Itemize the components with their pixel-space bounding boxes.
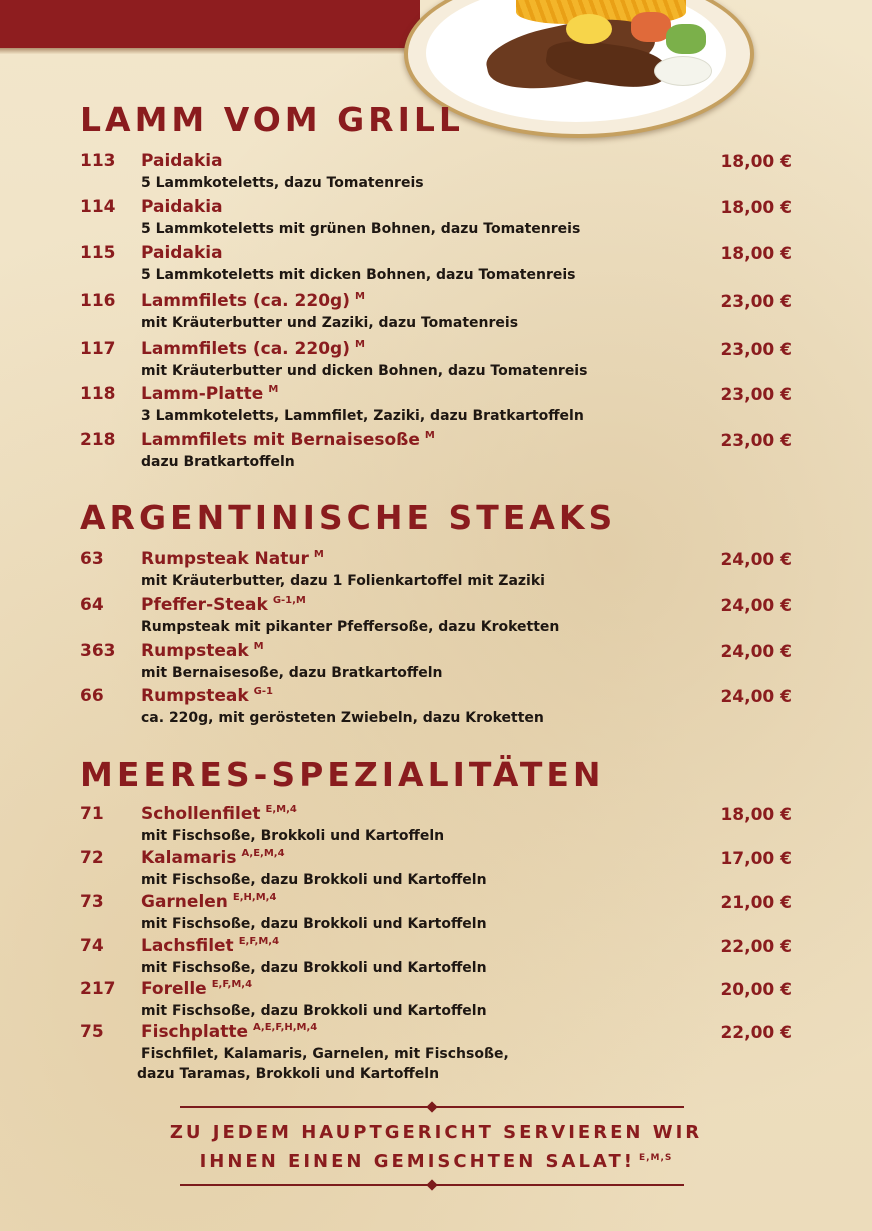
item-name-text: Lamm-Platte <box>141 384 264 404</box>
item-name <box>141 892 276 912</box>
item-name-text: Lachsfilet <box>141 936 234 956</box>
menu-item <box>0 243 872 289</box>
footer-allergens: E,M,S <box>638 1153 673 1163</box>
item-description-line2: dazu Taramas, Brokkoli und Kartoffeln <box>137 1066 440 1082</box>
item-description: 3 Lammkoteletts, Lammfilet, Zaziki, dazu Bratkartoffeln <box>141 408 584 424</box>
item-name-text: Schollenfilet <box>141 804 261 824</box>
item-allergens: A,E,M,4 <box>241 848 285 860</box>
item-description: mit Fischsoße, dazu Brokkoli und Kartoffeln <box>141 1003 487 1019</box>
item-description: mit Fischsoße, dazu Brokkoli und Kartoffeln <box>141 916 487 932</box>
item-name <box>141 848 285 868</box>
item-number: 71 <box>80 804 104 824</box>
item-name-text: Lammfilets (ca. 220g) <box>141 291 350 311</box>
menu-item <box>0 936 872 982</box>
item-name-text: Kalamaris <box>141 848 237 868</box>
item-name-text: Forelle <box>141 979 207 999</box>
menu-item <box>0 595 872 641</box>
item-name-text: Rumpsteak <box>141 641 249 661</box>
item-allergens: E,F,M,4 <box>211 979 253 991</box>
item-description: mit Fischsoße, dazu Brokkoli und Kartoffeln <box>141 872 487 888</box>
item-number: 218 <box>80 430 116 450</box>
item-price: 23,00 € <box>720 292 792 312</box>
divider-diamond-bottom <box>426 1179 437 1190</box>
footer-salad-note-line1: ZU JEDEM HAUPTGERICHT SERVIEREN WIR <box>169 1122 703 1143</box>
item-number: 115 <box>80 243 116 263</box>
footer-salad-note-line2 <box>0 1151 872 1172</box>
menu-item <box>0 197 872 243</box>
item-name-text: Garnelen <box>141 892 228 912</box>
item-description: Fischfilet, Kalamaris, Garnelen, mit Fischsoße, <box>141 1046 509 1062</box>
item-price: 17,00 € <box>720 849 792 869</box>
lemon-graphic <box>566 14 612 44</box>
item-name <box>141 595 306 615</box>
tzatziki-graphic <box>654 56 712 86</box>
item-name <box>141 1022 317 1042</box>
item-allergens: E,M,4 <box>265 804 297 816</box>
item-allergens: G-1,M <box>272 595 306 607</box>
item-description: mit Fischsoße, dazu Brokkoli und Kartoffeln <box>141 960 487 976</box>
item-description: ca. 220g, mit gerösteten Zwiebeln, dazu Kroketten <box>141 710 544 726</box>
item-name <box>141 549 324 569</box>
item-number: 72 <box>80 848 104 868</box>
item-name <box>141 936 279 956</box>
item-name <box>141 197 228 217</box>
item-price: 18,00 € <box>720 152 792 172</box>
item-number: 75 <box>80 1022 104 1042</box>
menu-item <box>0 848 872 894</box>
item-allergens: M <box>268 384 279 396</box>
item-name <box>141 641 264 661</box>
menu-item <box>0 804 872 850</box>
item-name <box>141 384 278 404</box>
item-description: mit Fischsoße, Brokkoli und Kartoffeln <box>141 828 445 844</box>
menu-item <box>0 979 872 1025</box>
item-price: 22,00 € <box>720 1023 792 1043</box>
plate-inner <box>426 0 726 122</box>
item-number: 66 <box>80 686 104 706</box>
footer-line2-text: IHNEN EINEN GEMISCHTEN SALAT! <box>199 1151 635 1172</box>
tomato-graphic <box>631 12 671 42</box>
item-number: 73 <box>80 892 104 912</box>
item-allergens: M <box>253 641 264 653</box>
item-description: 5 Lammkoteletts mit grünen Bohnen, dazu Tomatenreis <box>141 221 581 237</box>
item-name-text: Lammfilets mit Bernaisesoße <box>141 430 420 450</box>
cucumber-graphic <box>666 24 706 54</box>
item-name <box>141 339 365 359</box>
header-banner <box>0 0 420 48</box>
item-price: 24,00 € <box>720 687 792 707</box>
item-name-text: Lammfilets (ca. 220g) <box>141 339 350 359</box>
item-price: 20,00 € <box>720 980 792 1000</box>
item-name <box>141 804 297 824</box>
item-price: 23,00 € <box>720 340 792 360</box>
item-allergens: M <box>313 549 324 561</box>
item-name <box>141 243 228 263</box>
item-allergens: M <box>424 430 435 442</box>
item-description: mit Kräuterbutter und dicken Bohnen, dazu Tomatenreis <box>141 363 588 379</box>
banner-shadow <box>0 48 420 54</box>
item-allergens: M <box>354 339 365 351</box>
menu-item <box>0 892 872 938</box>
item-name <box>141 979 252 999</box>
item-allergens: M <box>354 291 365 303</box>
item-price: 24,00 € <box>720 642 792 662</box>
item-description: mit Kräuterbutter, dazu 1 Folienkartoffel mit Zaziki <box>141 573 545 589</box>
item-name-text: Rumpsteak Natur <box>141 549 309 569</box>
section-title-lamm: LAMM VOM GRILL <box>80 100 464 139</box>
item-name <box>141 430 435 450</box>
section-title-steaks: ARGENTINISCHE STEAKS <box>80 498 617 537</box>
section-title-meeres: MEERES-SPEZIALITÄTEN <box>80 755 605 794</box>
item-price: 21,00 € <box>720 893 792 913</box>
item-price: 23,00 € <box>720 431 792 451</box>
item-number: 363 <box>80 641 116 661</box>
item-allergens: A,E,F,H,M,4 <box>253 1022 318 1034</box>
item-name-text: Pfeffer-Steak <box>141 595 268 615</box>
item-number: 113 <box>80 151 116 171</box>
item-description: dazu Bratkartoffeln <box>141 454 295 470</box>
item-name <box>141 291 365 311</box>
menu-item <box>0 1022 872 1086</box>
item-description: Rumpsteak mit pikanter Pfeffersoße, dazu Kroketten <box>141 619 560 635</box>
item-price: 18,00 € <box>720 198 792 218</box>
item-description: mit Bernaisesoße, dazu Bratkartoffeln <box>141 665 443 681</box>
item-description: mit Kräuterbutter und Zaziki, dazu Tomatenreis <box>141 315 519 331</box>
item-price: 24,00 € <box>720 550 792 570</box>
menu-item <box>0 430 872 476</box>
menu-item <box>0 641 872 687</box>
item-description: 5 Lammkoteletts, dazu Tomatenreis <box>141 175 424 191</box>
divider-diamond-top <box>426 1101 437 1112</box>
item-name <box>141 686 273 706</box>
item-number: 114 <box>80 197 116 217</box>
item-name-text: Paidakia <box>141 197 223 217</box>
item-number: 64 <box>80 595 104 615</box>
menu-item <box>0 686 872 732</box>
item-description: 5 Lammkoteletts mit dicken Bohnen, dazu Tomatenreis <box>141 267 576 283</box>
item-number: 118 <box>80 384 116 404</box>
item-price: 18,00 € <box>720 244 792 264</box>
item-name-text: Paidakia <box>141 243 223 263</box>
menu-item <box>0 549 872 595</box>
item-price: 22,00 € <box>720 937 792 957</box>
menu-item <box>0 384 872 430</box>
item-number: 116 <box>80 291 116 311</box>
item-name-text: Rumpsteak <box>141 686 249 706</box>
item-allergens: E,H,M,4 <box>232 892 277 904</box>
item-number: 217 <box>80 979 116 999</box>
item-number: 74 <box>80 936 104 956</box>
item-number: 63 <box>80 549 104 569</box>
item-allergens: E,F,M,4 <box>238 936 280 948</box>
item-name <box>141 151 228 171</box>
item-number: 117 <box>80 339 116 359</box>
item-price: 18,00 € <box>720 805 792 825</box>
item-allergens: G-1 <box>253 686 273 698</box>
item-price: 24,00 € <box>720 596 792 616</box>
menu-item <box>0 291 872 337</box>
item-price: 23,00 € <box>720 385 792 405</box>
menu-item <box>0 151 872 197</box>
item-name-text: Paidakia <box>141 151 223 171</box>
item-name-text: Fischplatte <box>141 1022 248 1042</box>
menu-item <box>0 339 872 385</box>
